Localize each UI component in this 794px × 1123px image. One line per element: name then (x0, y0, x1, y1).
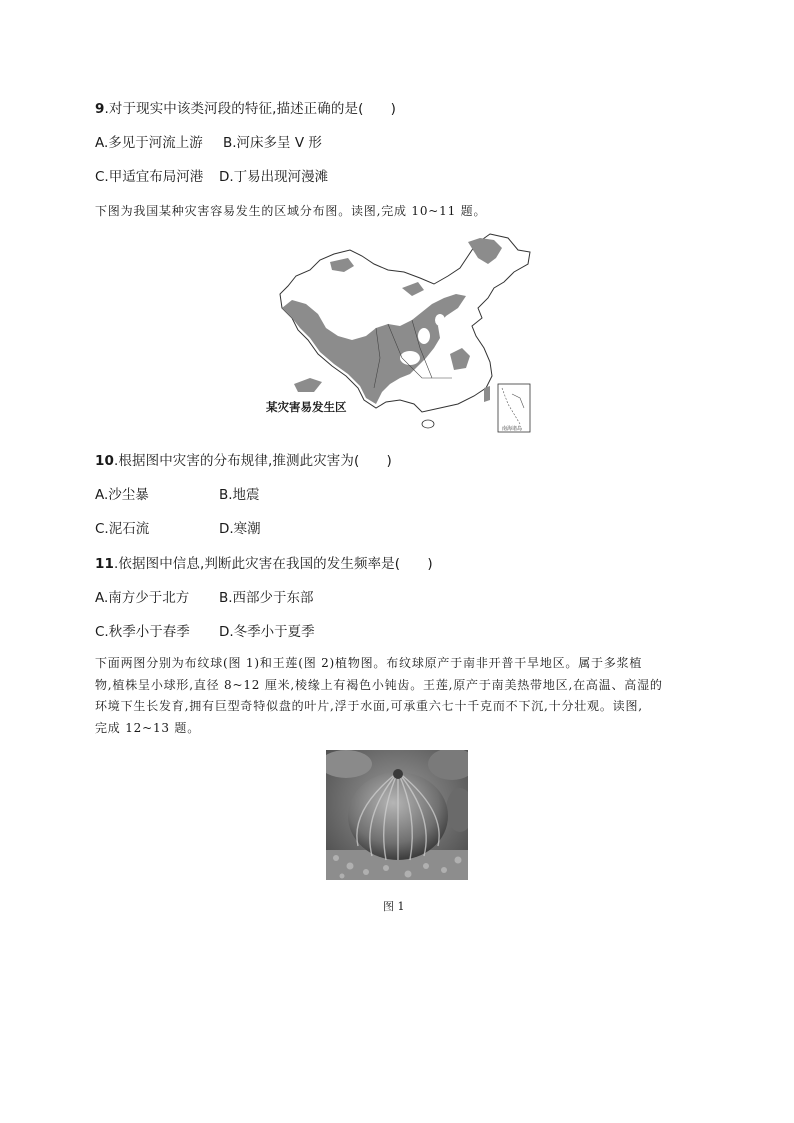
intro-12-13-line-4: 完成 12~13 题。 (95, 720, 201, 735)
question-11-stem: .依据图中信息,判断此灾害在我国的发生频率是( ) (114, 556, 433, 572)
question-11-options-row-2 (95, 620, 315, 640)
question-11-number: 11 (95, 556, 114, 572)
question-9 (95, 97, 396, 117)
question-10-number: 10 (95, 453, 114, 469)
question-9-stem: .对于现实中该类河段的特征,描述正确的是( ) (104, 101, 397, 117)
q9-option-c[interactable]: C.甲适宜布局河港 (95, 169, 204, 185)
question-9-options-row-2 (95, 165, 328, 185)
q10-option-d[interactable]: D.寒潮 (219, 521, 261, 537)
q9-option-d[interactable]: D.丁易出现河漫滩 (219, 169, 329, 185)
intro-12-13 (95, 653, 695, 739)
south-china-sea-inset (498, 384, 530, 432)
q11-option-b[interactable]: B.西部少于东部 (219, 590, 314, 606)
china-hazard-map (262, 228, 534, 438)
q11-option-d[interactable]: D.冬季小于夏季 (219, 624, 315, 640)
question-10-options-row-1 (95, 483, 260, 503)
question-10-options-row-2 (95, 517, 261, 537)
q10-option-c[interactable]: C.泥石流 (95, 521, 150, 537)
question-11-options-row-1 (95, 586, 314, 606)
figure-1-caption: 图 1 (383, 900, 405, 913)
q10-option-b[interactable]: B.地震 (219, 487, 260, 503)
question-10 (95, 449, 392, 469)
hazard-zone-xinjiang (294, 378, 322, 392)
q9-option-b[interactable]: B.河床多呈 V 形 (223, 135, 322, 151)
intro-12-13-line-2: 物,植株呈小球形,直径 8~12 厘米,棱缘上有褐色小钝齿。王莲,原产于南美热带地区,在高温、高湿的 (95, 677, 663, 692)
intro-12-13-line-1: 下面两图分别为布纹球(图 1)和王莲(图 2)植物图。布纹球原产于南非开普干旱地区。属于多浆植 (95, 656, 643, 670)
q11-option-c[interactable]: C.秋季小于春季 (95, 624, 190, 640)
q11-option-a[interactable]: A.南方少于北方 (95, 590, 190, 606)
question-9-number: 9 (95, 101, 105, 117)
legend-label: 某灾害易发生区 (266, 400, 347, 414)
question-10-stem: .根据图中灾害的分布规律,推测此灾害为( ) (114, 453, 392, 469)
hazard-zone-taiwan (484, 386, 490, 402)
question-11 (95, 552, 433, 572)
inset-label: 南海诸岛 (502, 426, 523, 432)
q10-option-a[interactable]: A.沙尘暴 (95, 487, 149, 503)
figure-1-cactus-photo (326, 750, 468, 880)
intro-10-11: 下图为我国某种灾害容易发生的区域分布图。读图,完成 10~11 题。 (95, 204, 487, 218)
intro-12-13-line-3: 环境下生长发育,拥有巨型奇特似盘的叶片,浮于水面,可承重六七十千克而不下沉,十分壮观。读图, (95, 699, 643, 713)
question-9-options-row-1 (95, 131, 322, 151)
q9-option-a[interactable]: A.多见于河流上游 (95, 135, 203, 151)
